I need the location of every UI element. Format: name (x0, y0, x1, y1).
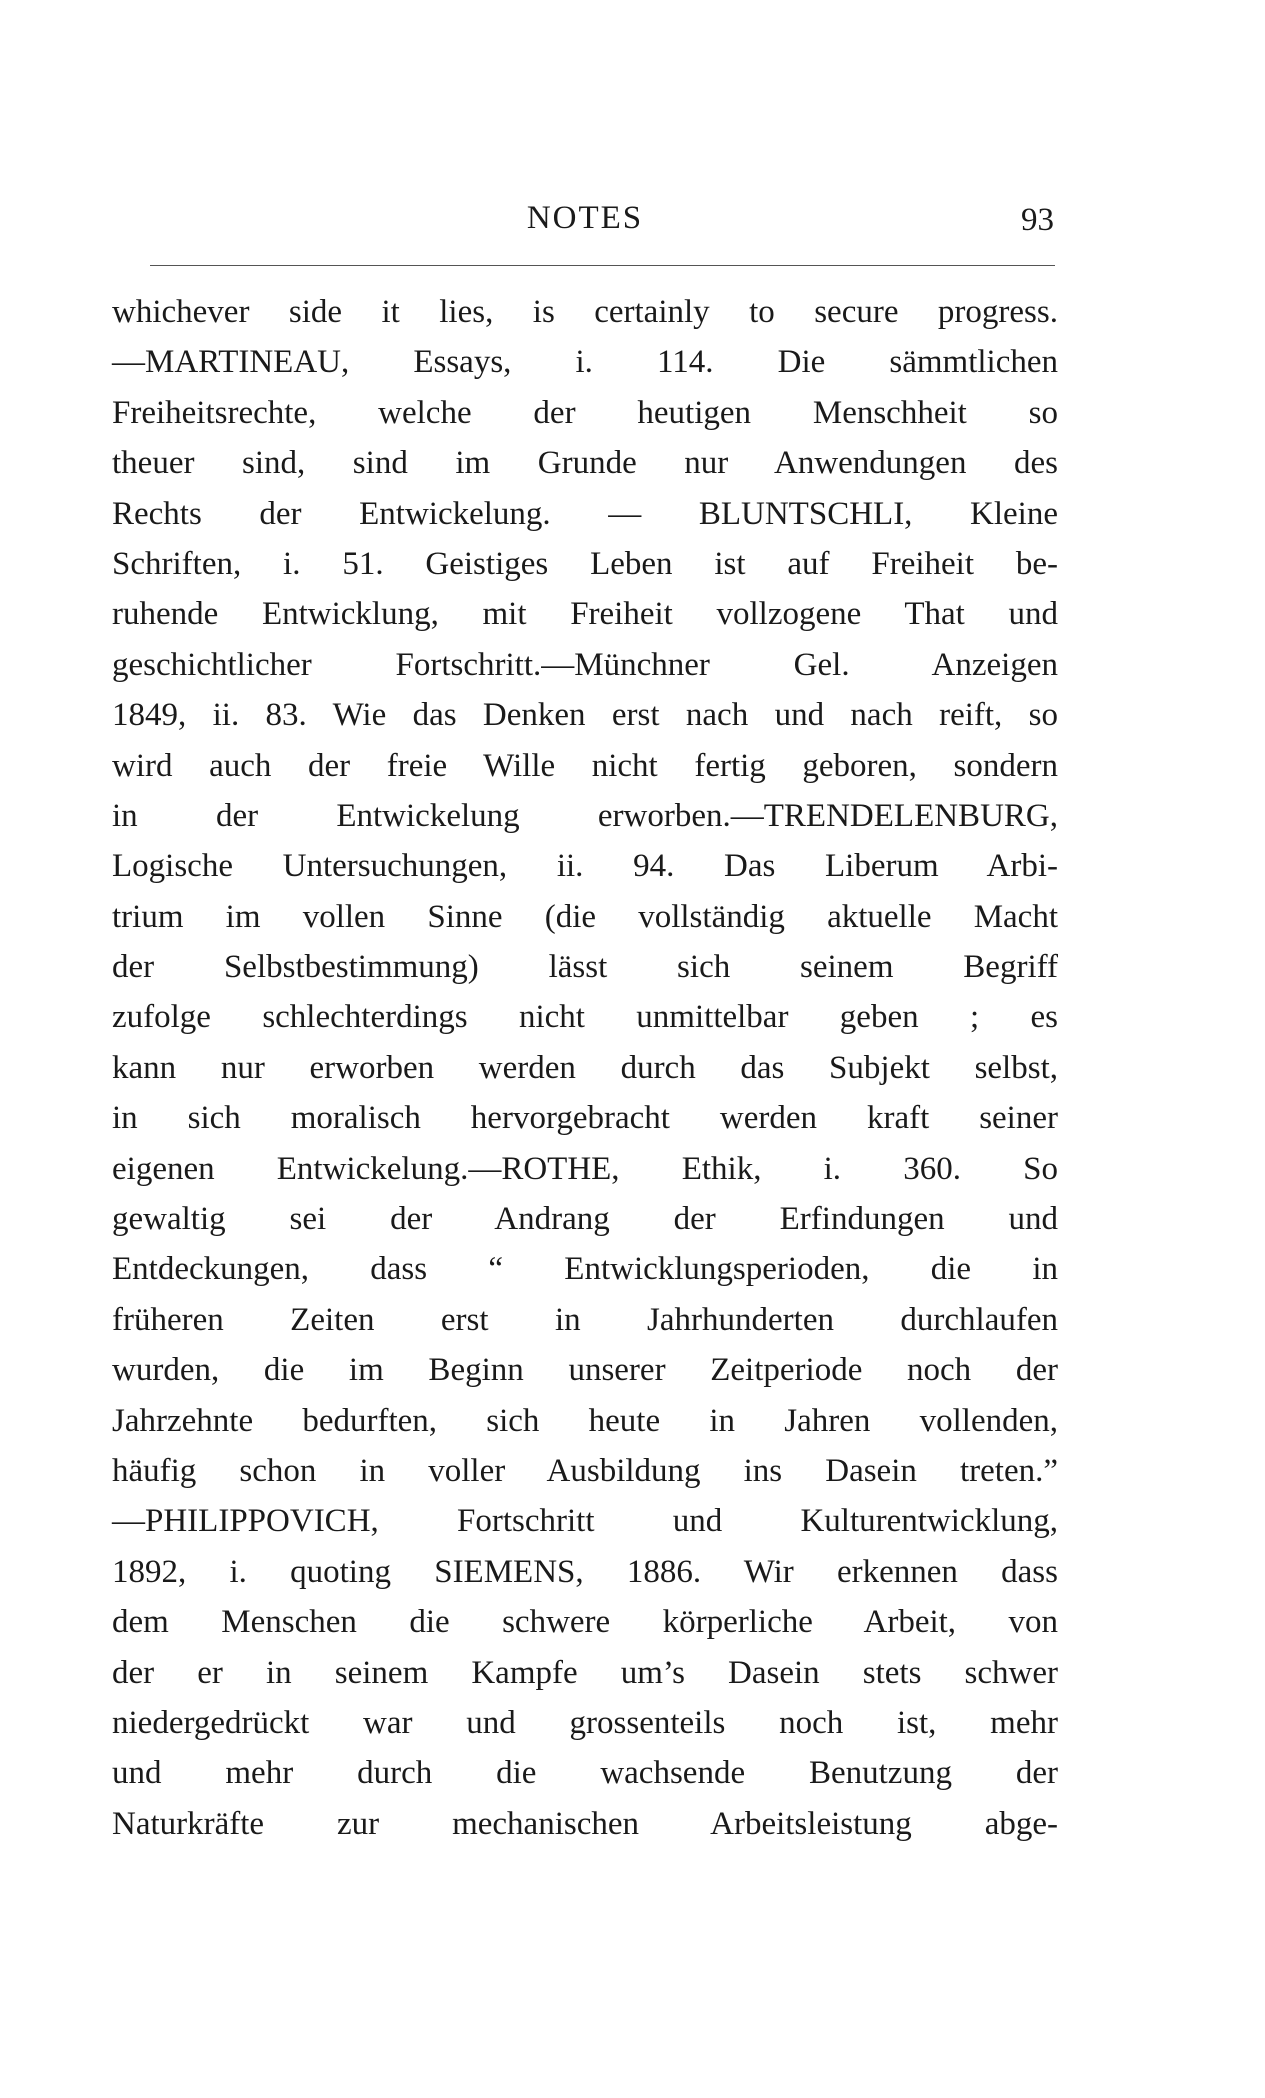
text-line: in sich moralisch hervorgebracht werden kraft seiner (112, 1100, 1058, 1137)
text-line: wird auch der freie Wille nicht fertig geboren, sondern (112, 747, 1058, 784)
text-line: geschichtlicher Fortschritt.—Münchner Gel. Anzeigen (112, 646, 1058, 683)
text-line: Freiheitsrechte, welche der heutigen Menschheit so (112, 394, 1058, 431)
text-line: —MARTINEAU, Essays, i. 114. Die sämmtlichen (112, 344, 1058, 381)
text-line: Schriften, i. 51. Geistiges Leben ist auf Freiheit be- (112, 545, 1058, 582)
text-line: —PHILIPPOVICH, Fortschritt und Kulturentwicklung, (112, 1503, 1058, 1540)
text-line: Jahrzehnte bedurften, sich heute in Jahren vollenden, (112, 1402, 1058, 1439)
running-title: NOTES (526, 200, 644, 236)
text-line: gewaltig sei der Andrang der Erfindungen und (112, 1201, 1058, 1238)
text-line: früheren Zeiten erst in Jahrhunderten durchlaufen (112, 1301, 1058, 1338)
text-line: kann nur erworben werden durch das Subjekt selbst, (112, 1049, 1058, 1086)
text-line: der er in seinem Kampfe um’s Dasein stets schwer (112, 1654, 1058, 1691)
text-line: wurden, die im Beginn unserer Zeitperiode noch der (112, 1352, 1058, 1389)
text-line: 1849, ii. 83. Wie das Denken erst nach und nach reift, so (112, 697, 1058, 734)
text-line: theuer sind, sind im Grunde nur Anwendungen des (112, 445, 1058, 482)
text-line: zufolge schlechterdings nicht unmittelbar geben ; es (112, 999, 1058, 1036)
text-line: whichever side it lies, is certainly to secure progress. (112, 294, 1058, 330)
text-line: eigenen Entwickelung.—ROTHE, Ethik, i. 360. So (112, 1150, 1058, 1187)
text-line: Rechts der Entwickelung. — BLUNTSCHLI, Kleine (112, 495, 1058, 532)
text-line: und mehr durch die wachsende Benutzung der (112, 1755, 1058, 1792)
text-line: trium im vollen Sinne (die vollständig aktuelle Macht (112, 898, 1058, 935)
text-line: dem Menschen die schwere körperliche Arbeit, von (112, 1604, 1058, 1641)
text-line: in der Entwickelung erworben.—TRENDELENBURG, (112, 797, 1058, 834)
text-line: 1892, i. quoting SIEMENS, 1886. Wir erkennen dass (112, 1553, 1058, 1590)
header-rule (150, 265, 1055, 266)
page-header (116, 196, 1054, 240)
text-line: Logische Untersuchungen, ii. 94. Das Liberum Arbi- (112, 848, 1058, 885)
text-line: der Selbstbestimmung) lässt sich seinem Begriff (112, 949, 1058, 986)
text-line: häufig schon in voller Ausbildung ins Dasein treten.” (112, 1452, 1058, 1489)
text-line: niedergedrückt war und grossenteils noch ist, mehr (112, 1704, 1058, 1741)
text-line: Entdeckungen, dass “ Entwicklungsperioden, die in (112, 1251, 1058, 1288)
page-number: 93 (1021, 202, 1054, 238)
notes-text-block (112, 287, 1058, 1849)
text-line: Naturkräfte zur mechanischen Arbeitsleistung abge- (112, 1805, 1058, 1842)
text-line: ruhende Entwicklung, mit Freiheit vollzogene That und (112, 596, 1058, 633)
